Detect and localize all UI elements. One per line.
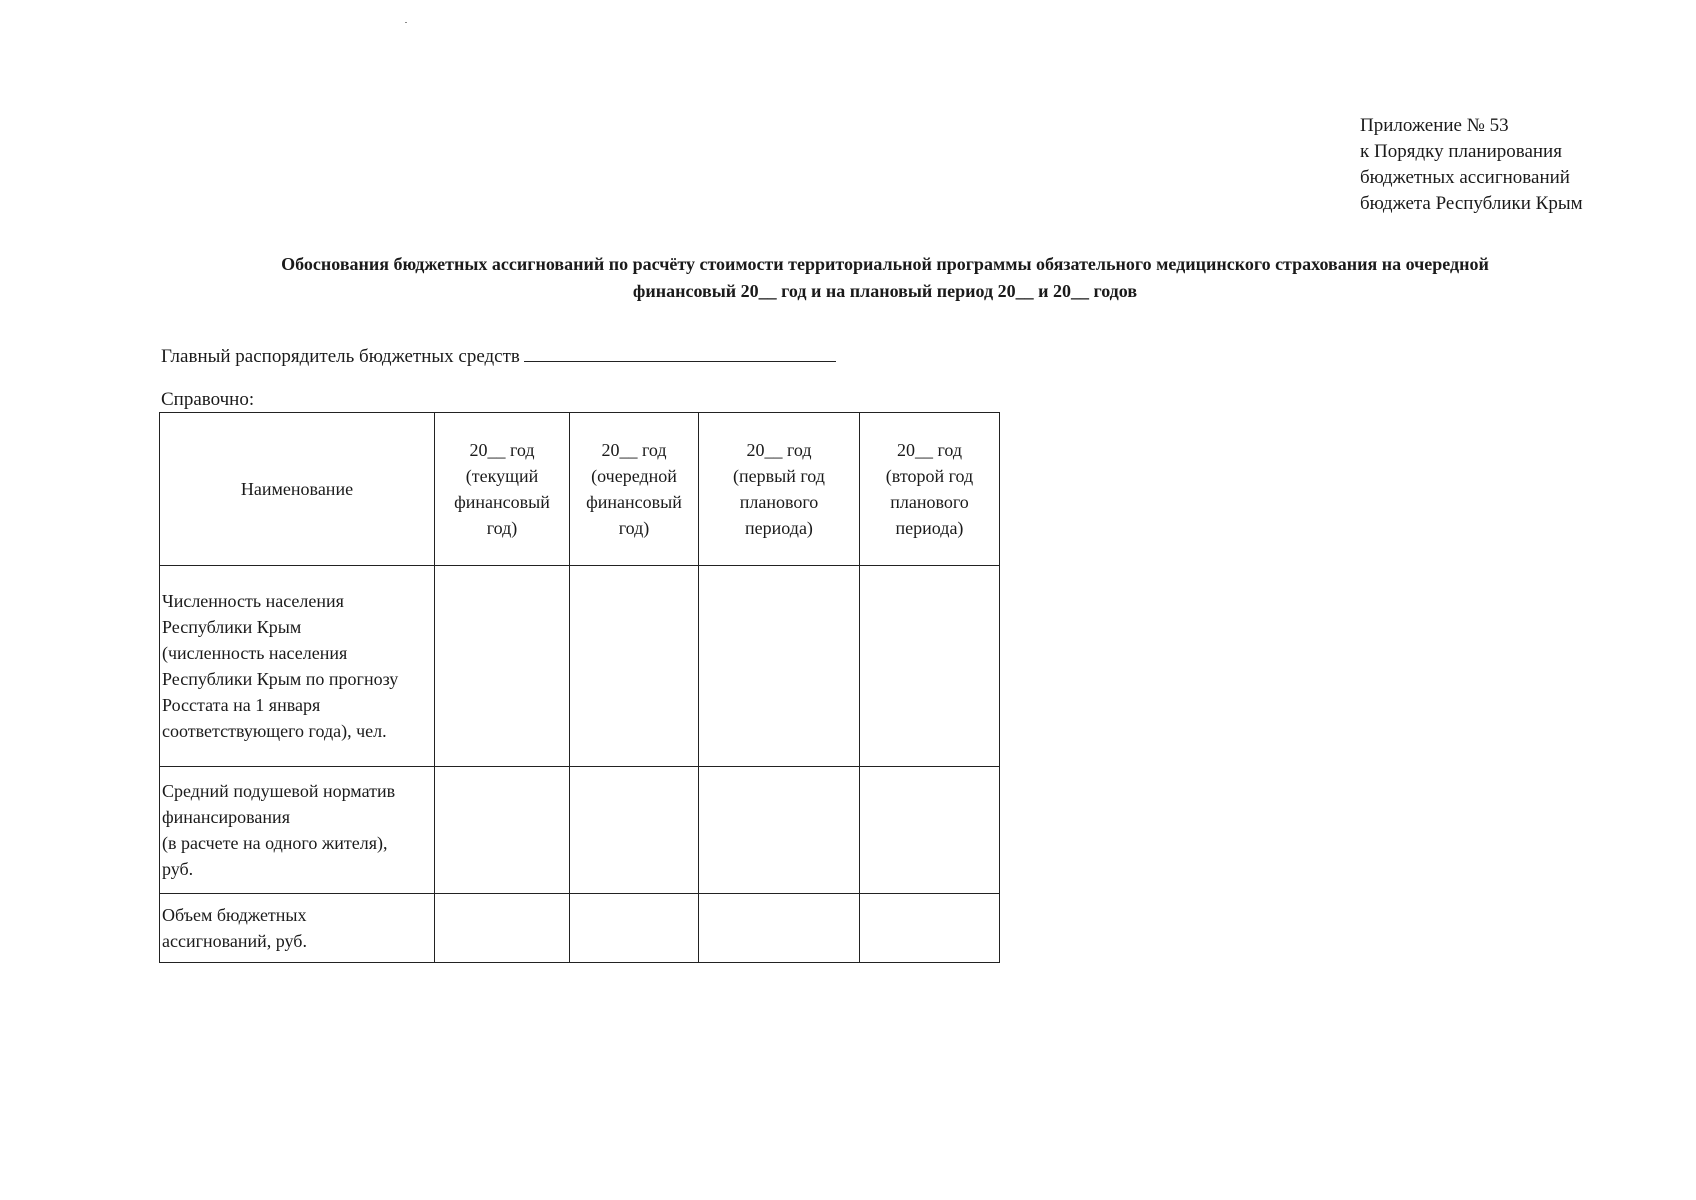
row-label-line: руб. bbox=[162, 859, 194, 879]
title-line-2: финансовый 20__ год и на плановый период 20__ и 20__ годов bbox=[632, 281, 1138, 301]
row-label-line: финансирования bbox=[162, 807, 290, 827]
budget-manager-label: Главный распорядитель бюджетных средств bbox=[161, 346, 520, 367]
header-line: планового bbox=[890, 492, 969, 512]
table-row bbox=[160, 767, 1000, 894]
header-year-plan-2 bbox=[860, 413, 1000, 566]
budget-manager-blank-line bbox=[524, 343, 836, 362]
header-name-cell: Наименование bbox=[160, 413, 435, 566]
header-year-current bbox=[435, 413, 570, 566]
header-line: (второй год bbox=[885, 466, 974, 486]
header-line: периода) bbox=[895, 518, 964, 538]
header-year-plan-1 bbox=[699, 413, 860, 566]
value-cell bbox=[699, 894, 860, 963]
value-cell bbox=[860, 566, 1000, 767]
reference-table bbox=[159, 412, 1000, 963]
row-label-line: Объем бюджетных bbox=[162, 905, 307, 925]
header-line: 20__ год bbox=[601, 440, 667, 460]
header-line: планового bbox=[739, 492, 819, 512]
header-line: 20__ год bbox=[469, 440, 535, 460]
value-cell bbox=[570, 767, 699, 894]
scan-speck bbox=[405, 22, 407, 23]
appendix-line: бюджетных ассигнований bbox=[1360, 167, 1570, 188]
header-line: периода) bbox=[745, 518, 813, 538]
value-cell bbox=[435, 894, 570, 963]
header-line: финансовый bbox=[454, 492, 550, 512]
appendix-reference bbox=[1360, 113, 1583, 217]
row-label-line: соответствующего года), чел. bbox=[162, 721, 387, 741]
table-row bbox=[160, 566, 1000, 767]
header-line: 20__ год bbox=[896, 440, 963, 460]
row-label-line: Республики Крым по прогнозу bbox=[162, 669, 399, 689]
row-label-line: (численность населения bbox=[162, 643, 348, 663]
value-cell bbox=[570, 894, 699, 963]
value-cell bbox=[699, 767, 860, 894]
value-cell bbox=[435, 767, 570, 894]
table-row bbox=[160, 894, 1000, 963]
header-line: 20__ год bbox=[746, 440, 812, 460]
header-line: (текущий bbox=[465, 466, 539, 486]
value-cell bbox=[570, 566, 699, 767]
row-label-line: Численность населения bbox=[162, 591, 344, 611]
header-line: год) bbox=[486, 518, 518, 538]
header-line: (очередной bbox=[591, 466, 677, 486]
row-label-line: Республики Крым bbox=[162, 617, 302, 637]
appendix-line: Приложение № 53 bbox=[1360, 115, 1509, 136]
row-label-line: Средний подушевой норматив bbox=[162, 781, 396, 801]
header-line: год) bbox=[618, 518, 650, 538]
row-label-budget-volume bbox=[160, 894, 435, 963]
appendix-line: бюджета Республики Крым bbox=[1360, 193, 1583, 214]
document-title bbox=[160, 251, 1610, 305]
header-line: (первый год bbox=[733, 466, 825, 486]
appendix-line: к Порядку планирования bbox=[1360, 141, 1562, 162]
header-year-next bbox=[570, 413, 699, 566]
row-label-line: Росстата на 1 января bbox=[162, 695, 321, 715]
value-cell bbox=[435, 566, 570, 767]
budget-manager-field bbox=[161, 343, 836, 368]
header-line: финансовый bbox=[586, 492, 682, 512]
row-label-line: (в расчете на одного жителя), bbox=[162, 833, 388, 853]
table-header-row bbox=[160, 413, 1000, 566]
value-cell bbox=[860, 894, 1000, 963]
title-line-1: Обоснования бюджетных ассигнований по расчёту стоимости территориальной программы обязательного медицинского страхования на очередной bbox=[281, 254, 1489, 274]
value-cell bbox=[860, 767, 1000, 894]
value-cell bbox=[699, 566, 860, 767]
row-label-per-capita-norm bbox=[160, 767, 435, 894]
row-label-population bbox=[160, 566, 435, 767]
row-label-line: ассигнований, руб. bbox=[162, 931, 307, 951]
reference-label: Справочно: bbox=[161, 389, 255, 410]
